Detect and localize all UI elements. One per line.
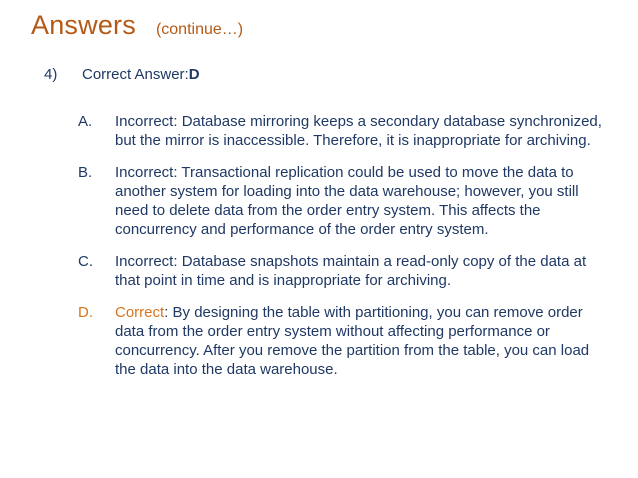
option-explanation	[115, 112, 608, 150]
correct-answer-letter: D	[188, 66, 200, 83]
slide-subtitle: (continue…)	[155, 21, 244, 38]
option-letter: B.	[78, 164, 93, 181]
option-a	[78, 112, 608, 150]
option-body: : Database snapshots maintain a read-only copy of the data at that point in time and is inappropriate for archiving.	[115, 253, 587, 289]
option-verdict: Incorrect	[115, 164, 174, 181]
answer-options-list	[78, 112, 608, 392]
option-explanation	[115, 163, 608, 239]
option-verdict: Correct	[115, 304, 165, 321]
option-verdict: Incorrect	[115, 253, 174, 270]
question-number: 4)	[44, 66, 58, 83]
option-body: : Database mirroring keeps a secondary database synchronized, but the mirror is inaccessible. Therefore, it is inappropriate for archiving.	[115, 113, 602, 149]
option-body: : Transactional replication could be used to move the data to another system for loading into the data warehouse; however, you still need to delete data from the order entry system. This affects the concurrency and performance of the order entry system.	[115, 164, 579, 238]
option-b	[78, 163, 608, 239]
option-verdict: Incorrect	[115, 113, 174, 130]
option-d	[78, 303, 608, 379]
correct-answer-label: Correct Answer:	[82, 66, 189, 83]
option-explanation	[115, 252, 608, 290]
slide-title: Answers	[31, 10, 136, 40]
option-letter: C.	[78, 253, 93, 270]
option-c	[78, 252, 608, 290]
option-explanation	[115, 303, 608, 379]
option-letter: D.	[78, 304, 93, 321]
slide-header	[31, 10, 243, 41]
option-letter: A.	[78, 113, 93, 130]
option-body: : By designing the table with partitioning, you can remove order data from the order entry system without affecting performance or concurrency. After you remove the partition from the table, you can load the data into the data warehouse.	[115, 304, 590, 378]
question-answer-line	[44, 66, 200, 83]
